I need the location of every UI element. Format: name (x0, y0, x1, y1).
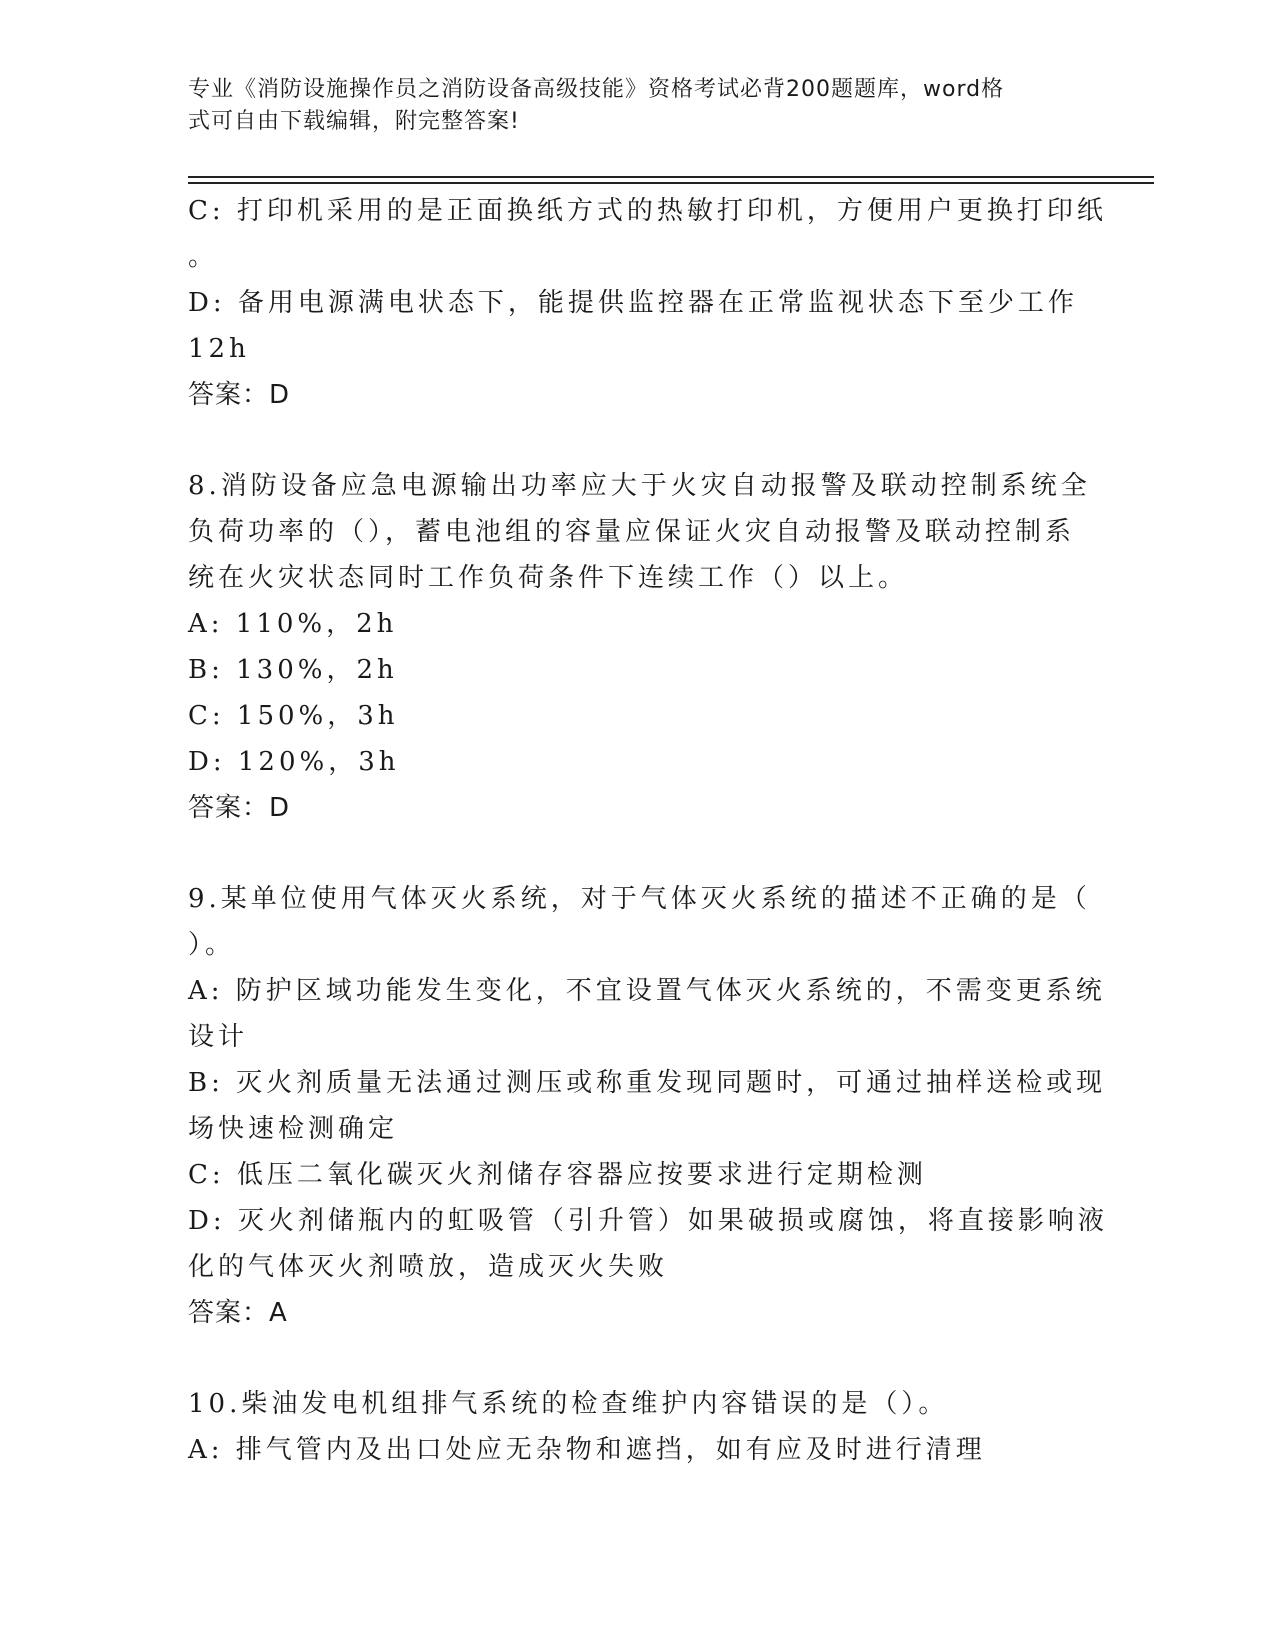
option-d: D: 120%，3h (188, 747, 400, 777)
option-a-line-2: 设计 (188, 1022, 249, 1052)
spacer (188, 418, 1078, 463)
header-line-2: 式可自由下载编辑，附完整答案! (188, 109, 520, 134)
option-d-line-1: D: 灭火剂储瓶内的虹吸管（引升管）如果破损或腐蚀，将直接影响液 (188, 1206, 1108, 1236)
option-a: A: 110%，2h (188, 609, 398, 639)
question-stem: 10.柴油发电机组排气系统的检查维护内容错误的是（）。 (188, 1389, 949, 1419)
document-header (188, 74, 1068, 138)
option-d-line-2: 12h (188, 334, 250, 364)
option-a-line-1: A: 防护区域功能发生变化，不宜设置气体灭火系统的，不需变更系统 (188, 976, 1106, 1006)
spacer (188, 1336, 1078, 1381)
option-c-line-2: 。 (188, 242, 219, 272)
question-8 (188, 463, 1091, 831)
question-stem-line-2: 负荷功率的（），蓄电池组的容量应保证火灾自动报警及联动控制系 (188, 517, 1076, 547)
header-rule-bottom (188, 182, 1154, 184)
option-b: B: 130%，2h (188, 655, 398, 685)
question-7-tail (188, 188, 1107, 418)
option-c: C: 低压二氧化碳灭火剂储存容器应按要求进行定期检测 (188, 1160, 927, 1190)
question-stem-line-1: 9.某单位使用气体灭火系统，对于气体灭火系统的描述不正确的是（ (188, 884, 1091, 914)
option-c: C: 150%，3h (188, 701, 399, 731)
option-a: A: 排气管内及出口处应无杂物和遮挡，如有应及时进行清理 (188, 1435, 986, 1465)
option-b-line-2: 场快速检测确定 (188, 1114, 399, 1144)
option-d-line-2: 化的气体灭火剂喷放，造成灭火失败 (188, 1252, 669, 1282)
answer-label: 答案：D (188, 380, 291, 410)
option-c-line-1: C: 打印机采用的是正面换纸方式的热敏打印机，方便用户更换打印纸 (188, 196, 1107, 226)
header-rule-top (188, 176, 1154, 178)
option-b-line-1: B: 灭火剂质量无法通过测压或称重发现同题时，可通过抽样送检或现 (188, 1068, 1107, 1098)
option-d-line-1: D: 备用电源满电状态下，能提供监控器在正常监视状态下至少工作 (188, 288, 1078, 318)
question-body (188, 188, 1108, 1473)
question-9 (188, 876, 1108, 1336)
answer-label: 答案：D (188, 793, 291, 823)
header-line-1: 专业《消防设施操作员之消防设备高级技能》资格考试必背200题题库，word格 (188, 77, 1005, 102)
answer-label: 答案：A (188, 1298, 288, 1328)
spacer (188, 831, 1078, 876)
question-stem-line-1: 8.消防设备应急电源输出功率应大于火灾自动报警及联动控制系统全 (188, 471, 1091, 501)
question-10 (188, 1381, 1078, 1473)
question-stem-line-3: 统在火灾状态同时工作负荷条件下连续工作（）以上。 (188, 563, 909, 593)
question-stem-line-2: ）。 (188, 930, 236, 960)
